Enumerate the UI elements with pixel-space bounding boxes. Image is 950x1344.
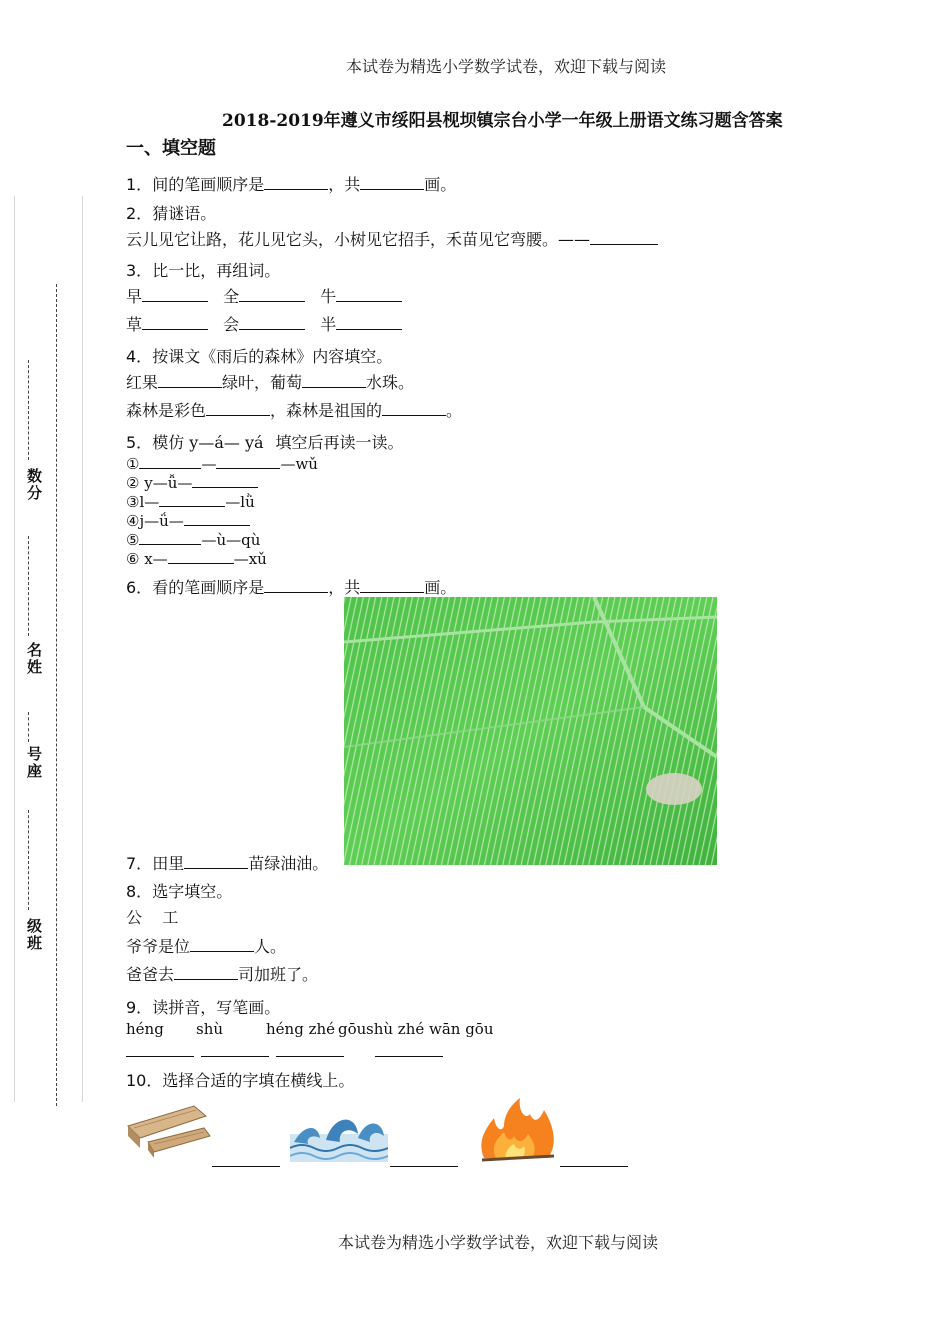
question-5-item-2: ② y—ǚ—: [126, 473, 258, 492]
pinyin-heng-zhe: héng zhé: [266, 1020, 336, 1038]
question-3-row-1: 早 全 牛: [126, 284, 402, 307]
binding-label-class: 级班: [25, 918, 43, 952]
rice-field-picture: [344, 597, 717, 865]
question-3-row-2: 草 会 半: [126, 312, 402, 335]
answer-blank[interactable]: [139, 530, 201, 545]
answer-blank[interactable]: [158, 373, 222, 388]
question-8-line-2: 爸爸去 司加班了。: [126, 965, 319, 984]
question-9: 9．读拼音，写笔画。: [126, 998, 281, 1017]
binding-border-left: [14, 196, 15, 1102]
answer-blank[interactable]: [560, 1152, 628, 1167]
answer-blank[interactable]: [590, 230, 658, 245]
answer-blank[interactable]: [360, 175, 424, 190]
document-title: 2018-2019年遵义市绥阳县枧坝镇宗台小学一年级上册语文练习题含答案: [222, 111, 783, 131]
binding-dash-outer: [56, 284, 65, 1106]
pinyin-gou: gōu: [338, 1020, 367, 1038]
answer-blank[interactable]: [239, 287, 305, 302]
answer-blank[interactable]: [264, 175, 328, 190]
pinyin-shu: shù: [196, 1020, 224, 1038]
answer-blank[interactable]: [206, 401, 270, 416]
binding-dash-2: [28, 536, 37, 636]
question-3: 3．比一比，再组词。: [126, 261, 281, 280]
answer-blank[interactable]: [142, 287, 208, 302]
question-5-item-3: ③l— —lǜ: [126, 493, 255, 511]
question-2: 2．猜谜语。: [126, 204, 217, 223]
question-1: 1．间的笔画顺序是 ，共 画。: [126, 175, 457, 194]
question-5-item-5: ⑤ —ù—qù: [126, 531, 261, 549]
binding-border-right: [82, 196, 83, 1102]
answer-blank[interactable]: [216, 454, 280, 469]
binding-dash-4: [28, 810, 37, 910]
question-9-blanks: [126, 1042, 443, 1061]
answer-blank[interactable]: [174, 965, 238, 980]
question-8-choices: 公 工: [126, 908, 179, 927]
answer-blank[interactable]: [239, 315, 305, 330]
answer-blank[interactable]: [142, 315, 208, 330]
field-rock: [646, 773, 702, 805]
answer-blank[interactable]: [360, 578, 424, 593]
question-7: 7．田里 苗绿油油。: [126, 854, 329, 873]
question-8-line-1: 爷爷是位 人。: [126, 937, 287, 956]
fire-picture: [474, 1096, 560, 1164]
answer-blank[interactable]: [276, 1042, 344, 1057]
answer-blank[interactable]: [302, 373, 366, 388]
answer-blank[interactable]: [168, 549, 234, 564]
answer-blank[interactable]: [190, 937, 254, 952]
question-8: 8．选字填空。: [126, 882, 233, 901]
answer-blank[interactable]: [336, 287, 402, 302]
answer-blank[interactable]: [336, 315, 402, 330]
question-5-item-6: ⑥ x— —xǔ: [126, 550, 267, 568]
answer-blank[interactable]: [390, 1152, 458, 1167]
answer-blank[interactable]: [382, 401, 446, 416]
answer-blank[interactable]: [139, 454, 201, 469]
question-5-item-4: ④j—ǘ—: [126, 511, 250, 530]
answer-blank[interactable]: [264, 578, 328, 593]
section-heading: 一、填空题: [126, 138, 216, 159]
water-waves-picture: [290, 1104, 388, 1162]
question-10-blank-wrap-1: [212, 1152, 280, 1171]
answer-blank[interactable]: [201, 1042, 269, 1057]
wood-planks-picture: [124, 1102, 212, 1160]
question-2-riddle: 云儿见它让路，花儿见它头，小树见它招手，禾苗见它弯腰。——: [126, 227, 658, 250]
pinyin-heng: héng: [126, 1020, 164, 1038]
question-10: 10．选择合适的字填在横线上。: [126, 1071, 355, 1090]
answer-blank[interactable]: [184, 511, 250, 526]
question-4-line-1: 红果 绿叶，葡萄 水珠。: [126, 373, 415, 392]
binding-dash-1: [28, 360, 37, 460]
binding-label-name: 名姓: [25, 642, 43, 676]
pinyin-shu-zhe-wan-gou: shù zhé wān gōu: [366, 1020, 494, 1038]
footer-note: 本试卷为精选小学数学试卷，欢迎下载与阅读: [338, 1233, 659, 1252]
answer-blank[interactable]: [184, 854, 248, 869]
header-note: 本试卷为精选小学数学试卷，欢迎下载与阅读: [346, 57, 667, 76]
question-4: 4．按课文《雨后的森林》内容填空。: [126, 347, 393, 366]
answer-blank[interactable]: [375, 1042, 443, 1057]
question-10-blank-wrap-2: [390, 1152, 458, 1171]
answer-blank[interactable]: [159, 492, 225, 507]
answer-blank[interactable]: [126, 1042, 194, 1057]
question-10-blank-wrap-3: [560, 1152, 628, 1171]
answer-blank[interactable]: [192, 473, 258, 488]
question-5-item-1: ① — —wǔ: [126, 455, 318, 473]
binding-label-seat: 号座: [25, 746, 43, 780]
answer-blank[interactable]: [212, 1152, 280, 1167]
question-5: 5．模仿 y—á— yá 填空后再读一读。: [126, 433, 404, 452]
binding-label-score: 数分: [25, 468, 43, 502]
question-6: 6．看的笔画顺序是 ，共 画。: [126, 578, 457, 597]
question-4-line-2: 森林是彩色 ，森林是祖国的 。: [126, 401, 463, 420]
binding-dash-3: [28, 712, 37, 742]
